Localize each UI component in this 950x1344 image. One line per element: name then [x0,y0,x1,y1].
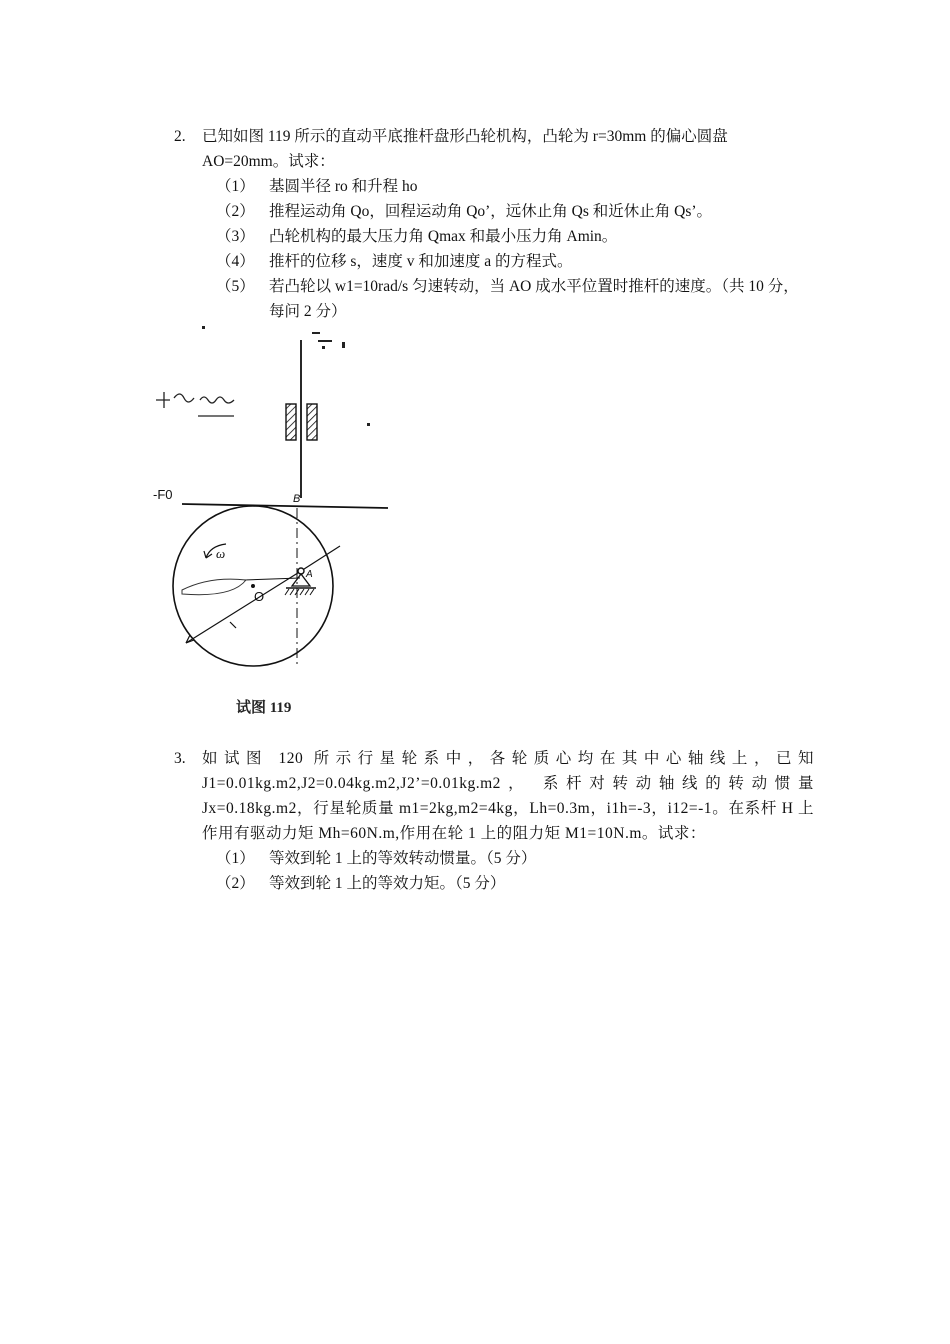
list-item [174,871,814,896]
list-item [174,174,814,199]
figure-119 [150,318,400,728]
label-o: O [254,589,265,604]
item-text: 凸轮机构的最大压力角 Qmax 和最小压力角 Amin。 [269,228,618,245]
cam-mechanism-diagram [150,318,400,728]
list-item [174,199,814,224]
guide-left [286,404,296,440]
item-text: 推杆的位移 s，速度 v 和加速度 a 的方程式。 [269,253,573,270]
item-label: （3） [216,228,255,245]
item-text: 若凸轮以 w1=10rad/s 匀速转动，当 AO 成水平位置时推杆的速度。（共 10 分，每问 2 分） [269,278,799,320]
item-text: 等效到轮 1 上的等效转动惯量。（5 分） [269,850,537,867]
left-annotation [156,392,234,416]
item-label: （2） [216,875,255,892]
problem-3 [174,746,814,896]
item-text: 等效到轮 1 上的等效力矩。（5 分） [269,875,506,892]
label-a: A [306,569,313,580]
item-label: （5） [216,278,255,295]
item-text: 推程运动角 Qo，回程运动角 Qo’，远休止角 Qs 和近休止角 Qs’。 [269,203,713,220]
label-left: -F0 [153,487,173,502]
flat-face [182,504,388,508]
item-label: （1） [216,178,255,195]
item-label: （2） [216,203,255,220]
ground-hatch [285,589,314,595]
guide-right [307,404,317,440]
problem-statement: 已知如图 119 所示的直动平底推杆盘形凸轮机构，凸轮为 r=30mm 的偏心圆盘 AO=20mm。试求： [202,128,728,170]
radius-line [301,546,340,571]
list-item [174,846,814,871]
label-omega: ω [216,546,226,561]
label-b: B [293,493,301,505]
problem-number: 2. [174,128,186,145]
list-item [174,274,814,324]
problem-number: 3. [174,750,186,767]
center-axis [244,578,300,580]
center-o [251,584,255,588]
problem-statement: 如试图 120 所示行星轮系中，各轮质心均在其中心轴线上，已知 J1=0.01kg.m2,J2=0.04kg.m2,J2’=0.01kg.m2， 系杆对转动轴线的转动惯量 Jx=0.18kg.m2，行星轮质量 m1=2kg,m2=4kg，Lh=0.3m，i1h=-3，i12=-1。在系杆 H 上作用有驱动力矩 Mh=60N.m,作用在轮 1 上的阻力矩 M1=10N.m。试求： [202,750,814,842]
list-item [174,224,814,249]
offset-sketch [182,579,246,595]
problem-2 [174,124,814,324]
figure-caption: 试图 119 [236,700,292,716]
item-label: （4） [216,253,255,270]
list-item [174,249,814,274]
item-label: （1） [216,850,255,867]
item-text: 基圆半径 ro 和升程 ho [269,178,418,195]
